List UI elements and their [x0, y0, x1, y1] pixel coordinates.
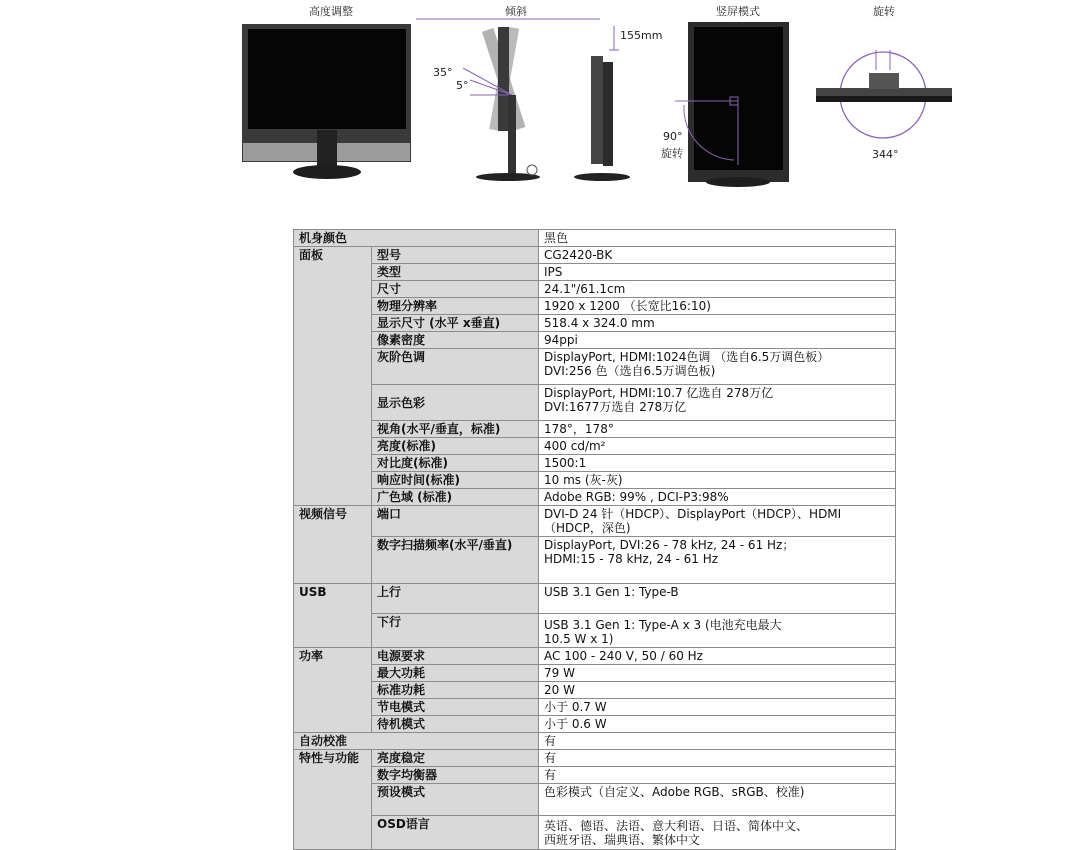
spec-category: 面板: [294, 247, 372, 506]
spec-value: 79 W: [539, 665, 896, 682]
spec-row: [294, 784, 896, 816]
spec-value: 20 W: [539, 682, 896, 699]
spec-row: [294, 385, 896, 421]
spec-value: DisplayPort, HDMI:1024色调 （选自6.5万调色板） DVI:256 色（选自6.5万调色板): [539, 349, 896, 385]
caption-swivel: 旋转: [873, 5, 895, 18]
spec-row: [294, 648, 896, 665]
spec-value: DisplayPort, DVI:26 - 78 kHz, 24 - 61 Hz； HDMI:15 - 78 kHz, 24 - 61 Hz: [539, 537, 896, 584]
pivot-angle-label: 90°: [663, 130, 683, 143]
spec-label: 像素密度: [372, 332, 539, 349]
spec-label: 待机模式: [372, 716, 539, 733]
spec-row-body-color: [294, 230, 896, 247]
monitor-swivel-image: [816, 50, 952, 161]
spec-row: [294, 716, 896, 733]
spec-row: [294, 455, 896, 472]
spec-category: 自动校准: [294, 733, 539, 750]
spec-row: [294, 281, 896, 298]
spec-label: 端口: [372, 506, 539, 537]
spec-value: 1920 x 1200 （长宽比16:10): [539, 298, 896, 315]
spec-row: [294, 537, 896, 584]
spec-row: [294, 699, 896, 716]
spec-label: 预设模式: [372, 784, 539, 816]
monitor-illustrations: [0, 0, 1079, 200]
spec-value: 有: [539, 767, 896, 784]
spec-row: [294, 584, 896, 614]
spec-category: 视频信号: [294, 506, 372, 584]
spec-value: 10 ms (灰-灰): [539, 472, 896, 489]
spec-label: 类型: [372, 264, 539, 281]
caption-portrait-mode: 竖屏模式: [716, 5, 760, 18]
spec-label: 数字扫描频率(水平/垂直): [372, 537, 539, 584]
spec-row: [294, 665, 896, 682]
spec-value: USB 3.1 Gen 1: Type-A x 3 (电池充电最大 10.5 W x 1): [539, 614, 896, 648]
spec-label: OSD语言: [372, 816, 539, 850]
spec-row: [294, 472, 896, 489]
spec-label: 视角(水平/垂直，标准): [372, 421, 539, 438]
spec-label: 广色域 (标准): [372, 489, 539, 506]
spec-value: Adobe RGB: 99% , DCI-P3:98%: [539, 489, 896, 506]
monitor-tilt-image: [416, 19, 662, 181]
spec-label: 物理分辨率: [372, 298, 539, 315]
spec-label: 电源要求: [372, 648, 539, 665]
caption-tilt: 倾斜: [505, 5, 527, 18]
spec-row: [294, 349, 896, 385]
spec-label: 响应时间(标准): [372, 472, 539, 489]
spec-value: 黑色: [539, 230, 896, 247]
spec-value: IPS: [539, 264, 896, 281]
spec-label: 下行: [372, 614, 539, 648]
spec-label: 标准功耗: [372, 682, 539, 699]
tilt-up-angle-label: 35°: [433, 66, 453, 79]
spec-row: [294, 489, 896, 506]
spec-row: [294, 315, 896, 332]
spec-row: [294, 816, 896, 850]
spec-value: USB 3.1 Gen 1: Type-B: [539, 584, 896, 614]
spec-value: 94ppi: [539, 332, 896, 349]
spec-row: [294, 264, 896, 281]
spec-value: DisplayPort, HDMI:10.7 亿选自 278万亿 DVI:1677万选自 278万亿: [539, 385, 896, 421]
spec-row: [294, 767, 896, 784]
spec-row: [294, 298, 896, 315]
spec-label: 亮度稳定: [372, 750, 539, 767]
height-dimension-label: 155mm: [620, 29, 663, 42]
caption-height-adjust: 高度调整: [309, 5, 353, 18]
spec-category: 机身颜色: [294, 230, 539, 247]
spec-value: 518.4 x 324.0 mm: [539, 315, 896, 332]
swivel-angle-label: 344°: [872, 148, 899, 161]
spec-value: 有: [539, 733, 896, 750]
tilt-down-angle-label: 5°: [456, 79, 469, 92]
spec-value: AC 100 - 240 V, 50 / 60 Hz: [539, 648, 896, 665]
spec-value: 24.1"/61.1cm: [539, 281, 896, 298]
spec-value: DVI-D 24 针（HDCP）、DisplayPort（HDCP）、HDMI （HDCP，深色): [539, 506, 896, 537]
spec-category: USB: [294, 584, 372, 648]
spec-row: [294, 614, 896, 648]
spec-value: 色彩模式（自定义、Adobe RGB、sRGB、校准): [539, 784, 896, 816]
spec-label: 上行: [372, 584, 539, 614]
spec-row: [294, 750, 896, 767]
spec-label: 最大功耗: [372, 665, 539, 682]
spec-row: [294, 506, 896, 537]
spec-row-auto-calibration: [294, 733, 896, 750]
spec-row: [294, 682, 896, 699]
spec-value: 英语、德语、法语、意大利语、日语、简体中文、 西班牙语、瑞典语、繁体中文: [539, 816, 896, 850]
spec-label: 亮度(标准): [372, 438, 539, 455]
spec-row: [294, 247, 896, 264]
spec-label: 灰阶色调: [372, 349, 539, 385]
spec-label: 显示尺寸 (水平 x垂直): [372, 315, 539, 332]
spec-row: [294, 421, 896, 438]
spec-row: [294, 438, 896, 455]
spec-value: 有: [539, 750, 896, 767]
spec-value: 小于 0.6 W: [539, 716, 896, 733]
spec-row: [294, 332, 896, 349]
spec-label: 节电模式: [372, 699, 539, 716]
spec-label: 尺寸: [372, 281, 539, 298]
spec-value: 小于 0.7 W: [539, 699, 896, 716]
spec-label: 对比度(标准): [372, 455, 539, 472]
spec-label: 型号: [372, 247, 539, 264]
spec-label: 显示色彩: [372, 385, 539, 421]
monitor-portrait-image: [661, 22, 789, 187]
spec-category: 功率: [294, 648, 372, 733]
spec-value: 178°，178°: [539, 421, 896, 438]
spec-value: 1500:1: [539, 455, 896, 472]
spec-label: 数字均衡器: [372, 767, 539, 784]
spec-category: 特性与功能: [294, 750, 372, 850]
spec-value: CG2420-BK: [539, 247, 896, 264]
monitor-front-image: [242, 24, 411, 179]
spec-table: [293, 229, 896, 850]
pivot-label: 旋转: [661, 147, 683, 160]
spec-value: 400 cd/m²: [539, 438, 896, 455]
